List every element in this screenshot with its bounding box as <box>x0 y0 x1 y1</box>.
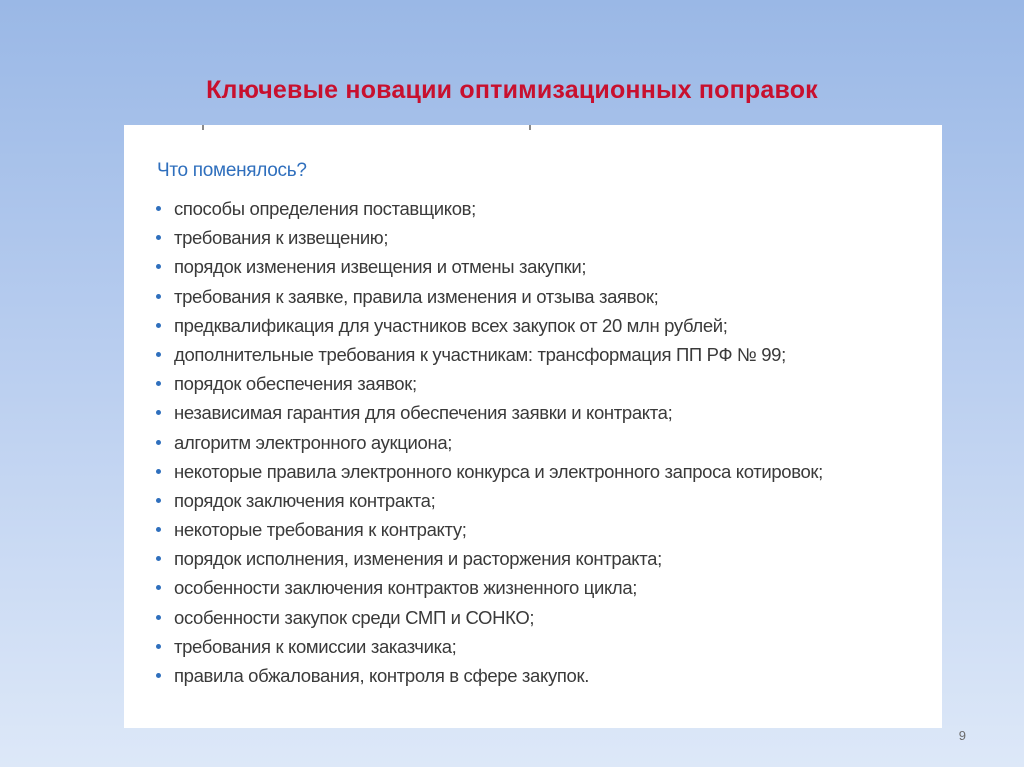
list-item <box>154 632 823 661</box>
bullet-icon <box>156 615 161 620</box>
bullet-icon <box>156 673 161 678</box>
list-item <box>154 428 823 457</box>
bullet-icon <box>156 527 161 532</box>
bullet-icon <box>156 469 161 474</box>
list-item-text: некоторые правила электронного конкурса и электронного запроса котировок; <box>174 460 823 482</box>
list-item-text: порядок исполнения, изменения и расторжения контракта; <box>174 548 662 570</box>
list-item <box>154 486 823 515</box>
section-heading: Что поменялось? <box>157 160 307 181</box>
list-item-text: особенности закупок среди СМП и СОНКО; <box>174 606 535 628</box>
list-item <box>154 661 823 690</box>
bullet-icon <box>156 410 161 415</box>
bullet-icon <box>156 440 161 445</box>
bullet-icon <box>156 585 161 590</box>
slide-title: Ключевые новации оптимизационных поправок <box>206 76 818 104</box>
list-item-text: способы определения поставщиков; <box>174 198 476 219</box>
list-item <box>154 515 823 544</box>
list-item <box>154 457 823 486</box>
list-item <box>154 544 823 573</box>
list-item-text: независимая гарантия для обеспечения заявки и контракта; <box>174 402 673 424</box>
bullet-icon <box>156 206 161 211</box>
list-item <box>154 311 823 340</box>
list-item <box>154 573 823 602</box>
list-item <box>154 252 823 281</box>
bullet-icon <box>156 644 161 649</box>
list-item-text: особенности заключения контрактов жизненного цикла; <box>174 577 638 599</box>
list-item <box>154 369 823 398</box>
bullet-icon <box>156 235 161 240</box>
list-item-text: порядок заключения контракта; <box>174 489 436 511</box>
list-item-text: требования к комиссии заказчика; <box>174 635 457 657</box>
bullet-icon <box>156 264 161 269</box>
list-item-text: требования к заявке, правила изменения и отзыва заявок; <box>174 285 659 307</box>
bullet-icon <box>156 556 161 561</box>
bullet-icon <box>156 294 161 299</box>
changes-list <box>154 194 823 690</box>
content-image <box>124 125 942 728</box>
list-item <box>154 340 823 369</box>
bullet-icon <box>156 352 161 357</box>
list-item <box>154 194 823 223</box>
bullet-icon <box>156 323 161 328</box>
list-item <box>154 282 823 311</box>
bullet-icon <box>156 498 161 503</box>
list-item-text: дополнительные требования к участникам: трансформация ПП РФ № 99; <box>174 343 786 365</box>
list-item-text: некоторые требования к контракту; <box>174 519 467 541</box>
list-item-text: порядок обеспечения заявок; <box>174 373 417 395</box>
list-item <box>154 398 823 427</box>
list-item <box>154 223 823 252</box>
list-item <box>154 603 823 632</box>
list-item-text: требования к извещению; <box>174 227 389 249</box>
list-item-text: алгоритм электронного аукциона; <box>174 431 453 453</box>
list-item-text: предквалификация для участников всех закупок от 20 млн рублей; <box>174 314 728 336</box>
bullet-icon <box>156 381 161 386</box>
page-number: 9 <box>958 728 966 743</box>
cropped-text-remnant <box>202 125 532 131</box>
list-item-text: правила обжалования, контроля в сфере закупок. <box>174 665 589 686</box>
list-item-text: порядок изменения извещения и отмены закупки; <box>174 256 587 278</box>
